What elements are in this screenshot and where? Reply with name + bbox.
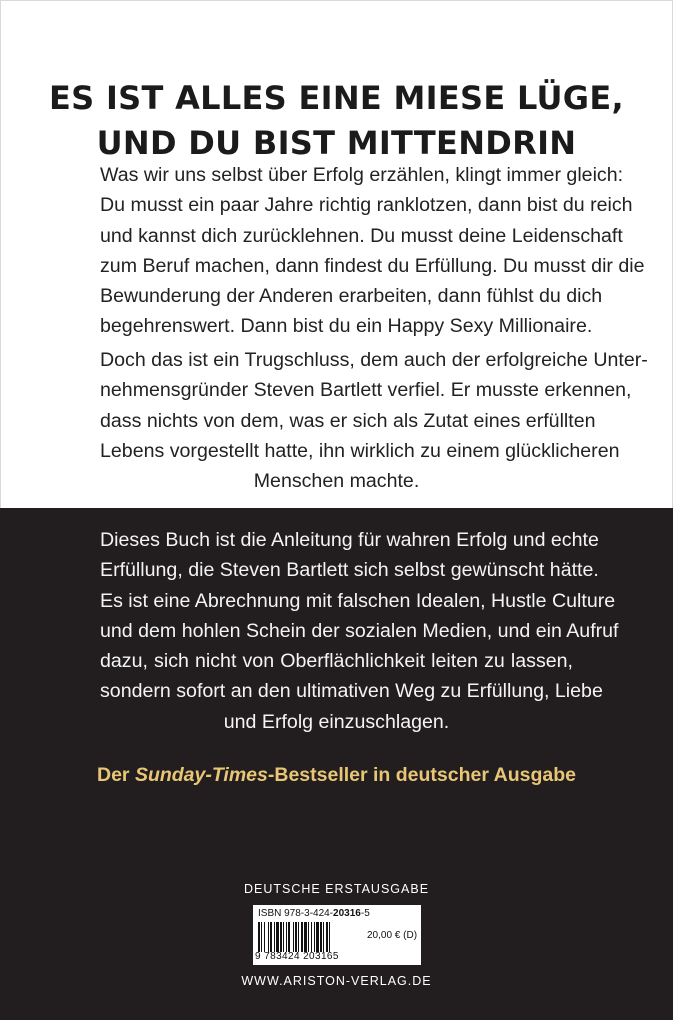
text-line: Bewunderung der Anderen erarbeiten, dann fühlst du dich (100, 285, 603, 308)
text-line: dazu, sich nicht von Oberflächlichkeit leiten zu lassen, (100, 650, 573, 673)
text-line: zum Beruf machen, dann findest du Erfüllung. Du musst dir die (100, 254, 645, 277)
headline-line: UND DU BIST MITTENDRIN (96, 124, 577, 162)
bestseller-suffix: -Bestseller in deutscher Ausgabe (267, 764, 576, 786)
text-line: Lebens vorgestellt hatte, ihn wirklich zu einem glücklicheren (100, 439, 620, 462)
text-line: Du musst ein paar Jahre richtig ranklotzen, dann bist du reich (100, 194, 633, 217)
bestseller-tagline (0, 764, 673, 787)
text-line: Erfüllung, die Steven Bartlett sich selbst gewünscht hätte. (100, 559, 599, 582)
text-line: und Erfolg einzuschlagen. (223, 710, 450, 733)
price-label: 20,00 € (D) (367, 930, 418, 941)
text-line: Was wir uns selbst über Erfolg erzählen, klingt immer gleich: (100, 164, 624, 186)
bestseller-prefix: Der (97, 764, 135, 786)
barcode-digits: 9 783424 203165 (255, 951, 339, 962)
text-line: begehrenswert. Dann bist du ein Happy Sexy Millionaire. (100, 315, 593, 338)
text-line: Menschen machte. (253, 470, 420, 493)
text-line: Doch das ist ein Trugschluss, dem auch der erfolgreiche Unter- (100, 349, 648, 371)
bestseller-newspaper: Sunday-Times (134, 764, 268, 786)
isbn-number (258, 908, 370, 919)
paragraph-intro (100, 160, 645, 342)
paragraph-author (100, 345, 648, 496)
isbn-suffix: -5 (360, 908, 370, 919)
headline-line: ES IST ALLES EINE MIESE LÜGE, (49, 79, 624, 117)
text-line: und kannst dich zurücklehnen. Du musst deine Leidenschaft (100, 224, 623, 247)
text-line: dass nichts von dem, was er sich als Zutat eines erfüllten (100, 409, 596, 432)
text-line: und dem hohlen Schein der sozialen Medien, und ein Aufruf (100, 619, 619, 642)
text-line: Es ist eine Abrechnung mit falschen Idealen, Hustle Culture (100, 589, 616, 612)
text-line: sondern sofort an den ultimativen Weg zu Erfüllung, Liebe (100, 680, 603, 703)
edition-label: DEUTSCHE ERSTAUSGABE (243, 882, 430, 896)
barcode-icon (258, 922, 362, 952)
headline (0, 76, 673, 166)
publisher-website: WWW.ARISTON-VERLAG.DE (241, 974, 432, 988)
text-line: Dieses Buch ist die Anleitung für wahren Erfolg und echte (100, 529, 599, 551)
isbn-bold-part: 20316 (333, 908, 361, 919)
text-line: nehmensgründer Steven Bartlett verfiel. Er musste erkennen, (100, 379, 632, 402)
paragraph-book-description (100, 525, 619, 737)
barcode-label (253, 905, 421, 965)
isbn-prefix: ISBN 978-3-424- (258, 908, 334, 919)
